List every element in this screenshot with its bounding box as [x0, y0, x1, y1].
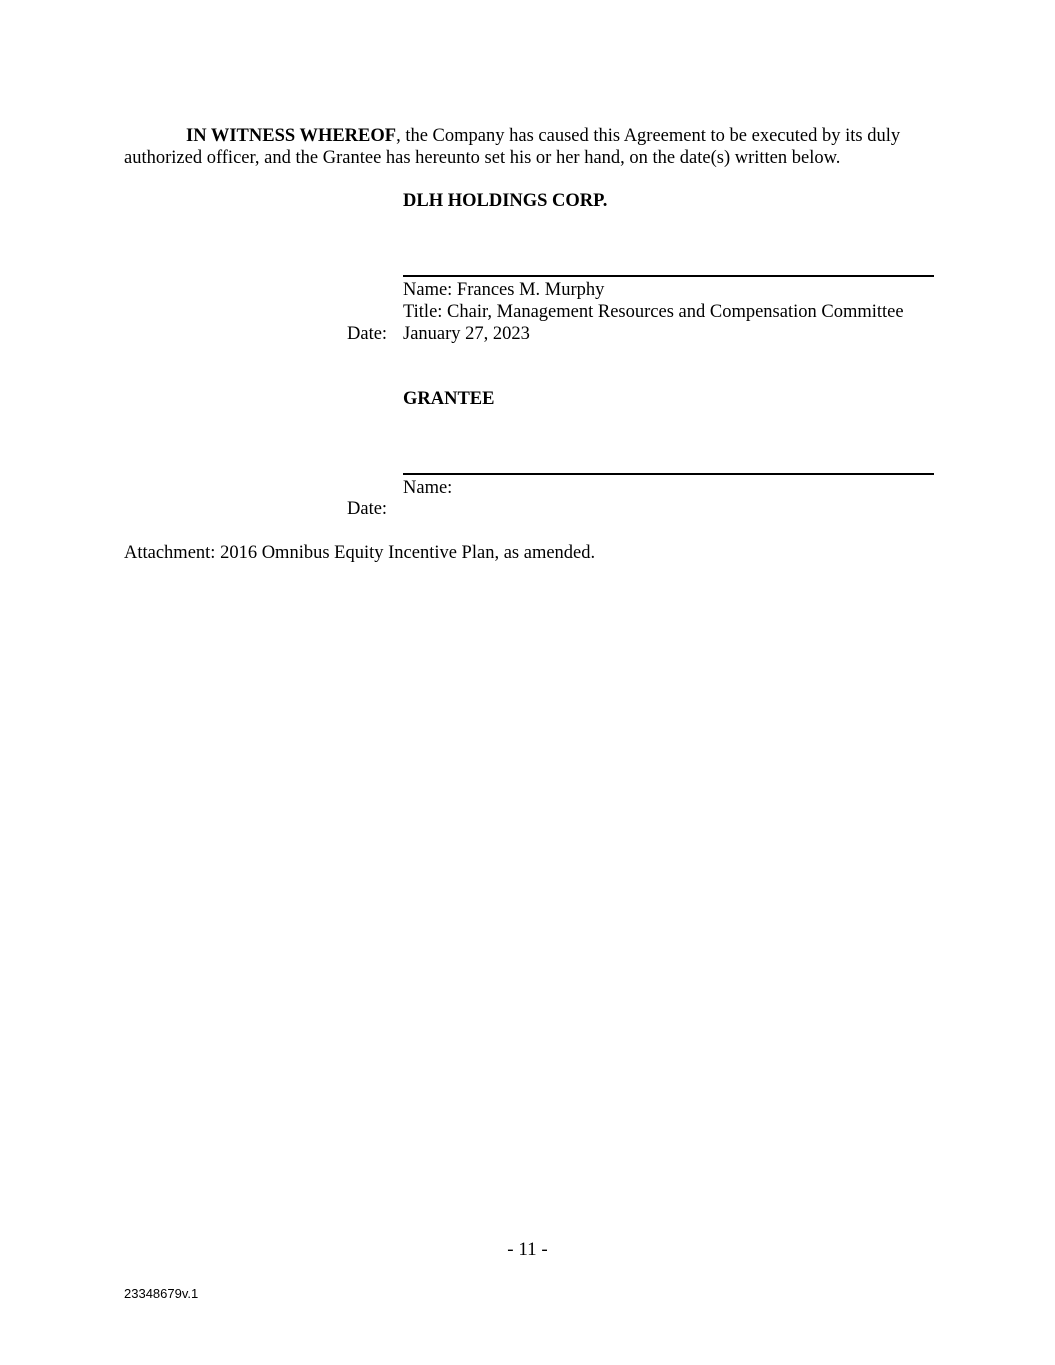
witness-paragraph-line2: authorized officer, and the Grantee has hereunto set his or her hand, on the date(s) written below. — [124, 148, 841, 168]
company-signature-line — [403, 275, 934, 277]
company-signer-name: Name: Frances M. Murphy — [403, 280, 605, 300]
witness-lead: IN WITNESS WHEREOF — [186, 126, 397, 146]
company-date-label: Date: — [347, 324, 388, 344]
grantee-heading: GRANTEE — [403, 389, 495, 409]
company-date-value: January 27, 2023 — [403, 324, 530, 344]
attachment-note: Attachment: 2016 Omnibus Equity Incentive Plan, as amended. — [124, 543, 596, 563]
witness-line1-text: , the Company has caused this Agreement to be executed by its duly — [396, 126, 901, 146]
company-signer-title: Title: Chair, Management Resources and Compensation Committee — [403, 302, 904, 322]
grantee-signature-line — [403, 473, 934, 475]
grantee-date-label: Date: — [347, 499, 388, 519]
document-id: 23348679v.1 — [124, 1286, 199, 1301]
grantee-name-label: Name: — [403, 478, 453, 498]
page-number: - 11 - — [507, 1239, 548, 1260]
witness-paragraph-line1 — [186, 125, 900, 147]
company-heading: DLH HOLDINGS CORP. — [403, 191, 608, 211]
